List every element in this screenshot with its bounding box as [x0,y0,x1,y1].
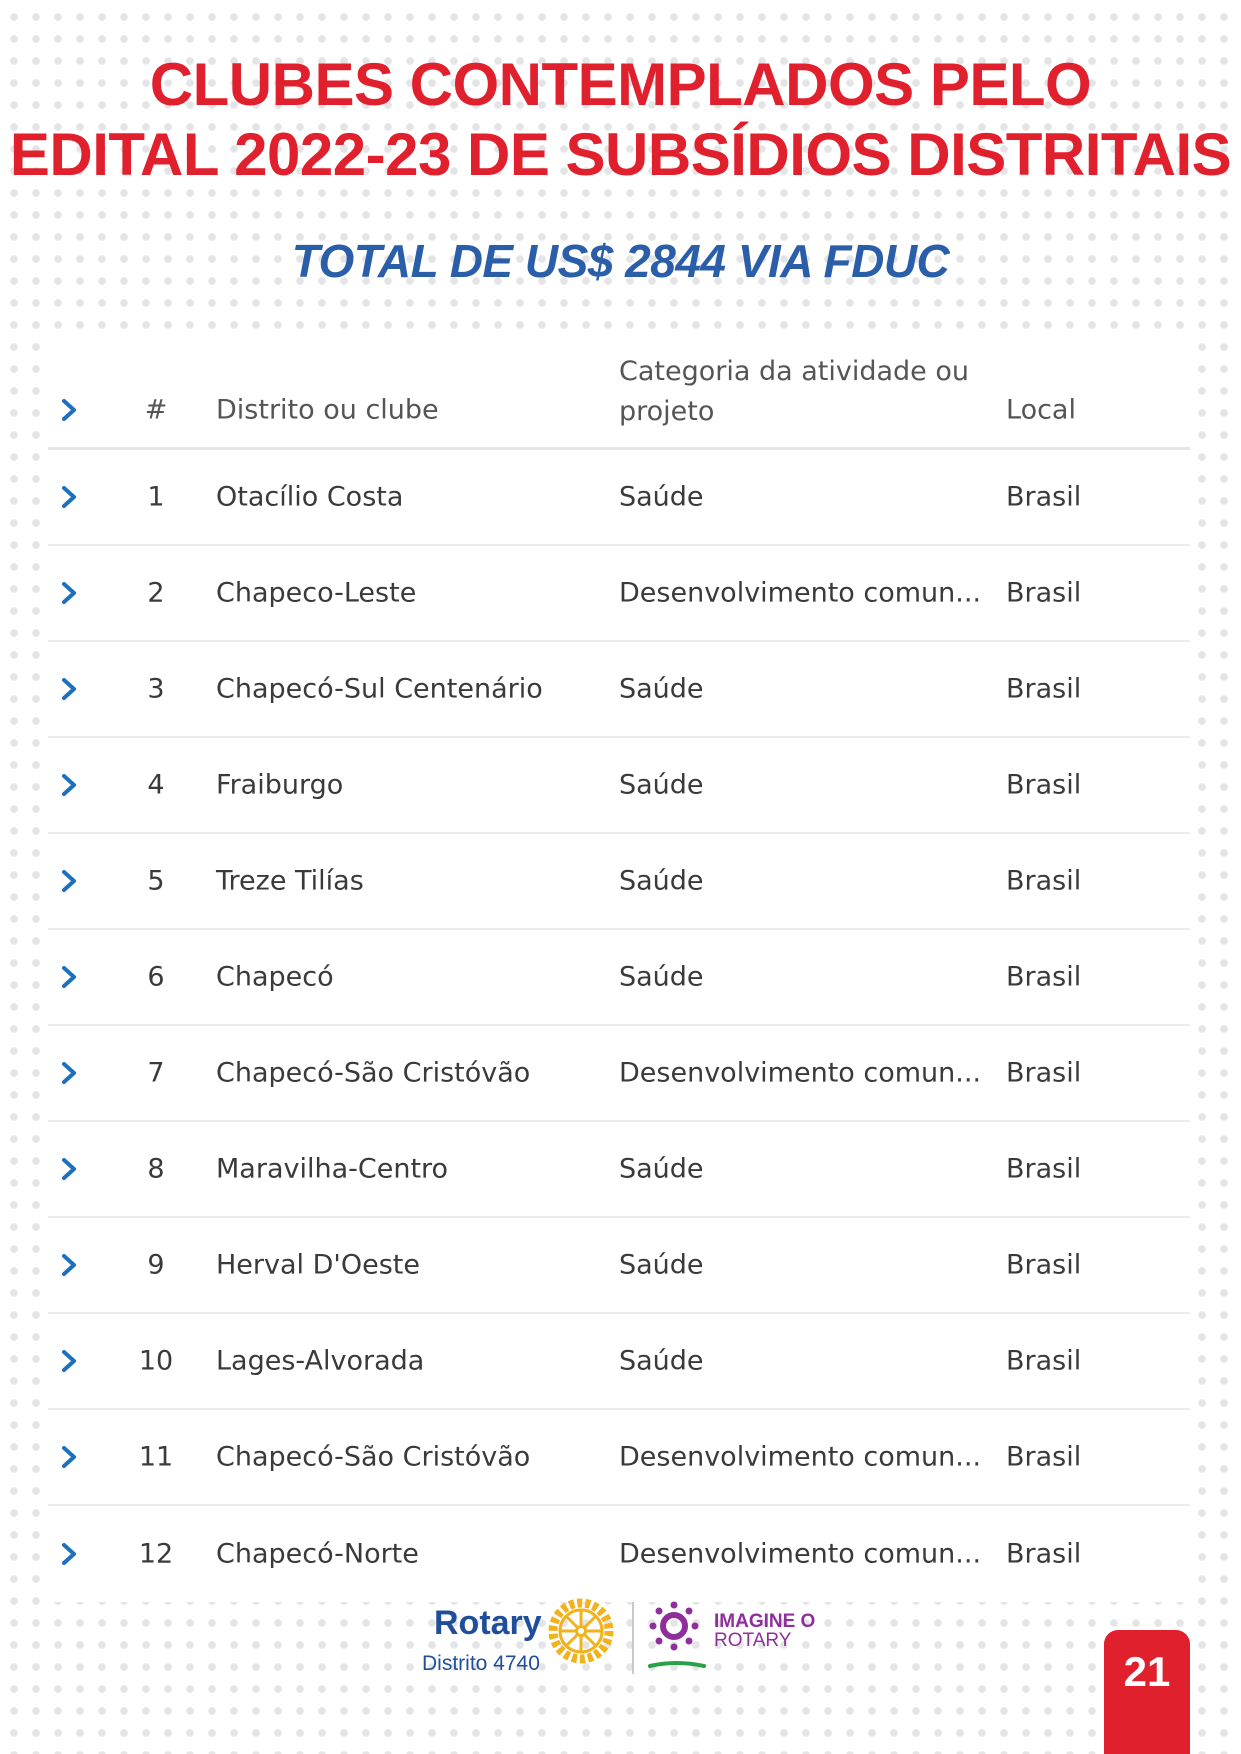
row-local: Brasil [1006,1057,1082,1089]
chevron-right-icon[interactable] [58,482,84,512]
row-club: Maravilha-Centro [216,1153,449,1185]
row-category: Saúde [619,865,704,897]
chevron-right-icon[interactable] [58,770,84,800]
page-number: 21 [1104,1630,1190,1754]
row-category: Saúde [619,673,704,705]
imagine-rotary-text [714,1612,815,1650]
row-local: Brasil [1006,577,1082,609]
row-category: Desenvolvimento comun... [619,1538,982,1570]
chevron-right-icon[interactable] [58,866,84,896]
table-row[interactable] [48,834,1190,930]
row-number: 5 [147,865,165,897]
header-club: Distrito ou clube [216,394,439,426]
row-club: Chapeco-Leste [216,577,417,609]
row-number: 3 [147,673,165,705]
row-club: Chapecó-São Cristóvão [216,1057,531,1089]
page-subtitle: TOTAL DE US$ 2844 VIA FDUC [291,235,950,287]
row-local: Brasil [1006,961,1082,993]
row-category: Saúde [619,481,704,513]
row-number: 9 [147,1249,165,1281]
row-number: 12 [138,1538,174,1570]
row-local: Brasil [1006,865,1082,897]
table-row[interactable] [48,1122,1190,1218]
row-local: Brasil [1006,1441,1082,1473]
chevron-right-icon[interactable] [58,1346,84,1376]
table-body [48,450,1190,1602]
row-category: Desenvolvimento comun... [619,1057,982,1089]
row-local: Brasil [1006,481,1082,513]
row-category: Desenvolvimento comun... [619,1441,982,1473]
imagine-rotary-icon [646,1598,710,1682]
row-category: Desenvolvimento comun... [619,577,982,609]
footer [0,1596,1241,1716]
chevron-right-icon[interactable] [58,1154,84,1184]
row-number: 11 [138,1441,174,1473]
clubs-table [48,342,1190,1602]
table-row[interactable] [48,1314,1190,1410]
row-number: 4 [147,769,165,801]
row-number: 7 [147,1057,165,1089]
row-category: Saúde [619,1345,704,1377]
header-category: Categoria da atividade ou projeto [619,356,970,427]
table-row[interactable] [48,1026,1190,1122]
table-row[interactable] [48,930,1190,1026]
page-title [0,50,1241,190]
row-number: 2 [147,577,165,609]
chevron-right-icon[interactable] [58,674,84,704]
row-club: Otacílio Costa [216,481,404,513]
row-local: Brasil [1006,1538,1082,1570]
row-club: Herval D'Oeste [216,1249,420,1281]
row-number: 6 [147,961,165,993]
table-row[interactable] [48,450,1190,546]
row-number: 8 [147,1153,165,1185]
row-club: Treze Tilías [216,865,364,897]
chevron-right-icon[interactable] [58,395,84,425]
title-line-1: CLUBES CONTEMPLADOS PELO [149,51,1092,118]
rotary-district: Distrito 4740 [422,1652,540,1675]
row-local: Brasil [1006,769,1082,801]
row-number: 10 [138,1345,174,1377]
header-local: Local [1006,394,1076,426]
row-club: Chapecó [216,961,334,993]
row-local: Brasil [1006,1345,1082,1377]
imagine-line-2: ROTARY [714,1630,792,1651]
footer-divider [632,1602,634,1674]
row-local: Brasil [1006,1153,1082,1185]
chevron-right-icon[interactable] [58,1058,84,1088]
title-line-2: EDITAL 2022-23 DE SUBSÍDIOS DISTRITAIS [9,121,1232,188]
table-row[interactable] [48,1218,1190,1314]
row-club: Chapecó-Norte [216,1538,419,1570]
chevron-right-icon[interactable] [58,1539,84,1569]
row-category: Saúde [619,1249,704,1281]
imagine-line-1: IMAGINE O [714,1611,816,1632]
row-category: Saúde [619,1153,704,1185]
row-club: Fraiburgo [216,769,344,801]
table-row[interactable] [48,1410,1190,1506]
row-category: Saúde [619,961,704,993]
row-club: Chapecó-Sul Centenário [216,673,543,705]
chevron-right-icon[interactable] [58,1250,84,1280]
rotary-wheel-icon [546,1596,616,1670]
header-number: # [144,394,168,426]
table-row[interactable] [48,642,1190,738]
row-category: Saúde [619,769,704,801]
rotary-logo-text: Rotary [434,1604,542,1642]
row-local: Brasil [1006,1249,1082,1281]
row-club: Chapecó-São Cristóvão [216,1441,531,1473]
table-row[interactable] [48,1506,1190,1602]
table-row[interactable] [48,546,1190,642]
chevron-right-icon[interactable] [58,962,84,992]
row-local: Brasil [1006,673,1082,705]
table-header [48,342,1190,450]
table-row[interactable] [48,738,1190,834]
row-number: 1 [147,481,165,513]
chevron-right-icon[interactable] [58,578,84,608]
chevron-right-icon[interactable] [58,1442,84,1472]
row-club: Lages-Alvorada [216,1345,425,1377]
